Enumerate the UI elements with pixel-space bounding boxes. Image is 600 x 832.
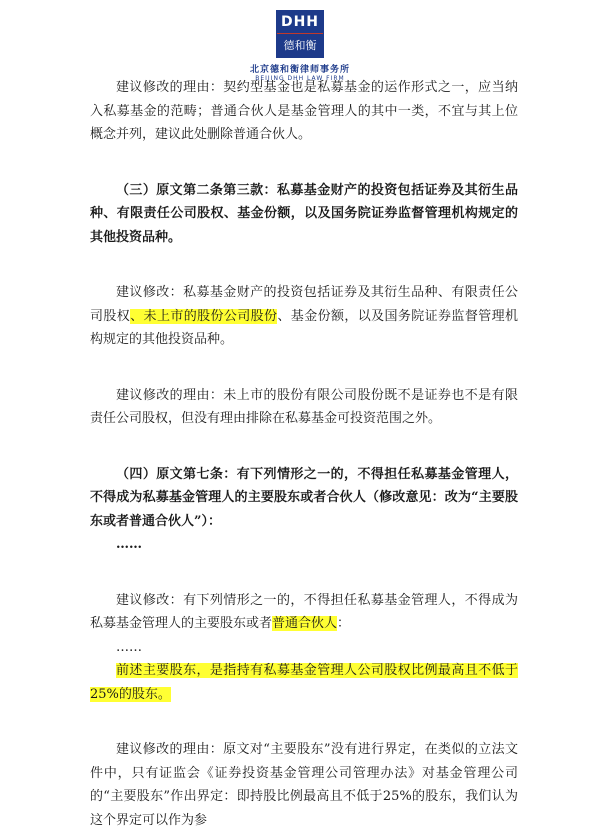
paragraph-suggestion-2 [90, 589, 518, 636]
suggestion-1-highlight: 、未上市的股份公司股份 [130, 308, 278, 324]
logo-subtext: 德和衡 [283, 39, 317, 52]
paragraph-suggestion-1 [90, 281, 518, 352]
ellipsis-1: …… [116, 537, 142, 552]
paragraph-reason-3: 建议修改的理由：原文对“主要股东”没有进行界定，在类似的立法文件中，只有证监会《证券投资基金管理公司管理办法》对基金管理公司的“主要股东”作出界定：即持股比例最高且不低于25%的股东，我们认为这个界定可以作为参 [90, 742, 518, 828]
firm-logo [276, 10, 324, 58]
ellipsis-2: …… [116, 639, 142, 655]
suggestion-2-text-b: ： [337, 616, 351, 631]
suggestion-2-highlight: 普通合伙人 [272, 616, 338, 631]
paragraph-reason-2: 建议修改的理由：未上市的股份有限公司股份既不是证券也不是有限责任公司股权，但没有理由排除在私募基金可投资范围之外。 [90, 387, 518, 426]
suggestion-1-text-a: 建议修改：私募基金财产的投资包括证券及其衍生品种、有限责任公司股权 [90, 285, 518, 324]
section-heading-3: （三）原文第二条第三款：私募基金财产的投资包括证券及其衍生品种、有限责任公司股权、基金份额，以及国务院证券监督管理机构规定的其他投资品种。 [90, 182, 518, 245]
suggestion-2-text-a: 建议修改：有下列情形之一的，不得担任私募基金管理人，不得成为私募基金管理人的主要股东或者 [90, 592, 518, 631]
paragraph-reason-1: 建议修改的理由：契约型基金也是私募基金的运作形式之一，应当纳入私募基金的范畴；普通合伙人是基金管理人的其中一类，不宜与其上位概念并列，建议此处删除普通合伙人。 [90, 80, 518, 142]
paragraph-major-shareholder [90, 659, 518, 706]
logo-text: DHH [277, 11, 323, 34]
suggestion-1-text-b: 、基金份额，以及国务院证券监督管理机构规定的其他投资品种。 [90, 308, 518, 347]
section-heading-4: （四）原文第七条：有下列情形之一的，不得担任私募基金管理人，不得成为私募基金管理人的主要股东或者合伙人（修改意见：改为“主要股东或者普通合伙人”）： [90, 466, 518, 529]
firm-name-en: BEIJING DHH LAW FIRM [255, 75, 345, 82]
firm-name-cn: 北京德和衡律师事务所 [249, 65, 350, 75]
document-body [90, 76, 518, 832]
major-shareholder-highlight: 前述主要股东，是指持有私募基金管理人公司股权比例最高且不低于25%的股东。 [90, 663, 518, 702]
page-header [0, 10, 600, 82]
